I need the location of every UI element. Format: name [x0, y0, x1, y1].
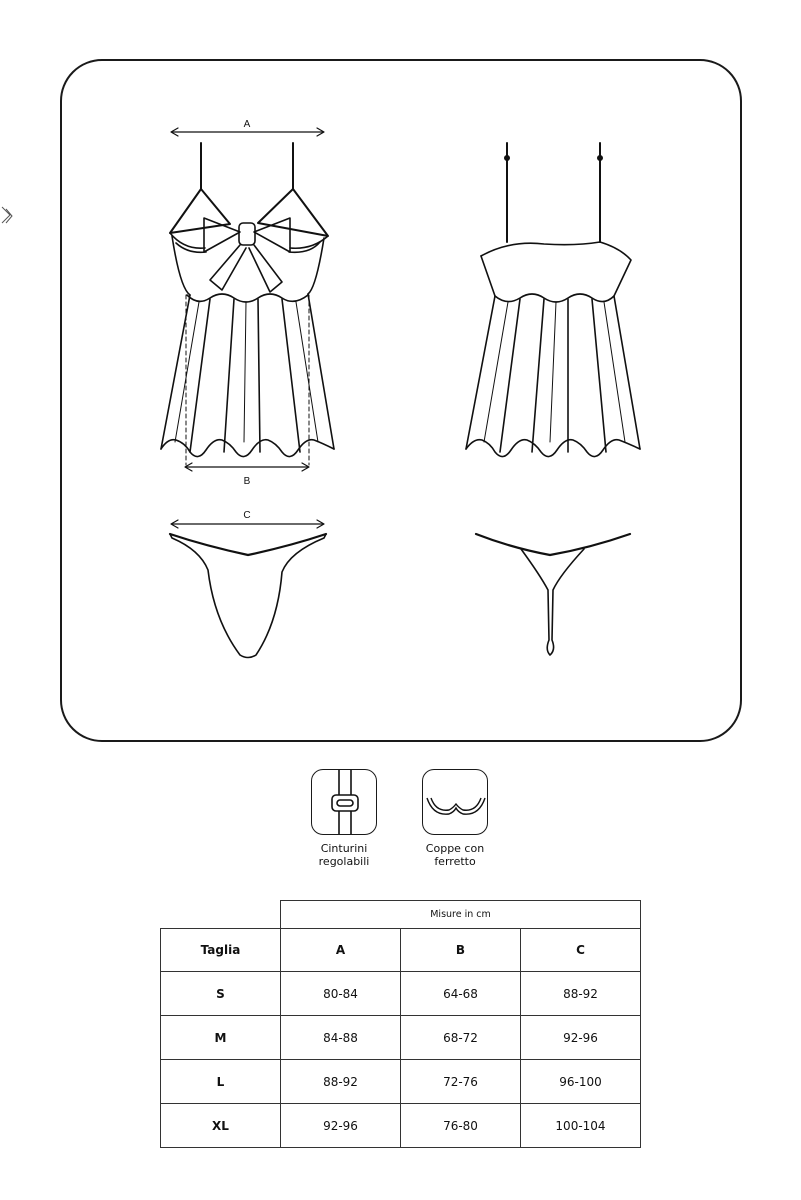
size-cell: S	[161, 972, 281, 1016]
underwire-cup-icon	[422, 769, 488, 835]
table-row	[161, 1104, 641, 1148]
column-header-size: Taglia	[161, 929, 281, 972]
table-row	[161, 1016, 641, 1060]
value-cell-c: 88-92	[521, 972, 641, 1016]
column-header-c: C	[521, 929, 641, 972]
thong-front-drawing	[170, 520, 326, 658]
size-cell: XL	[161, 1104, 281, 1148]
table-caption: Misure in cm	[281, 901, 641, 929]
value-cell-c: 100-104	[521, 1104, 641, 1148]
dimension-c-label: C	[243, 510, 251, 521]
value-cell-c: 96-100	[521, 1060, 641, 1104]
value-cell-b: 68-72	[401, 1016, 521, 1060]
value-cell-a: 84-88	[281, 1016, 401, 1060]
feature-underwire-cups	[405, 769, 505, 868]
babydoll-back-drawing	[466, 143, 640, 457]
value-cell-b: 64-68	[401, 972, 521, 1016]
column-header-a: A	[281, 929, 401, 972]
feature-label-straps: Cinturini regolabili	[318, 842, 370, 868]
table-corner	[161, 901, 281, 929]
dimension-b-label: B	[243, 476, 251, 487]
thong-back-drawing	[476, 534, 630, 655]
value-cell-a: 80-84	[281, 972, 401, 1016]
dimension-a-label: A	[243, 119, 251, 130]
value-cell-c: 92-96	[521, 1016, 641, 1060]
size-chart-table	[160, 900, 641, 1148]
adjustable-strap-icon	[311, 769, 377, 835]
value-cell-a: 88-92	[281, 1060, 401, 1104]
value-cell-b: 76-80	[401, 1104, 521, 1148]
feature-adjustable-straps	[294, 769, 394, 868]
size-cell: M	[161, 1016, 281, 1060]
value-cell-b: 72-76	[401, 1060, 521, 1104]
feature-label-cups: Coppe con ferretto	[425, 842, 485, 868]
table-row	[161, 1060, 641, 1104]
size-cell: L	[161, 1060, 281, 1104]
table-row	[161, 972, 641, 1016]
babydoll-front-drawing	[161, 128, 334, 471]
value-cell-a: 92-96	[281, 1104, 401, 1148]
column-header-b: B	[401, 929, 521, 972]
